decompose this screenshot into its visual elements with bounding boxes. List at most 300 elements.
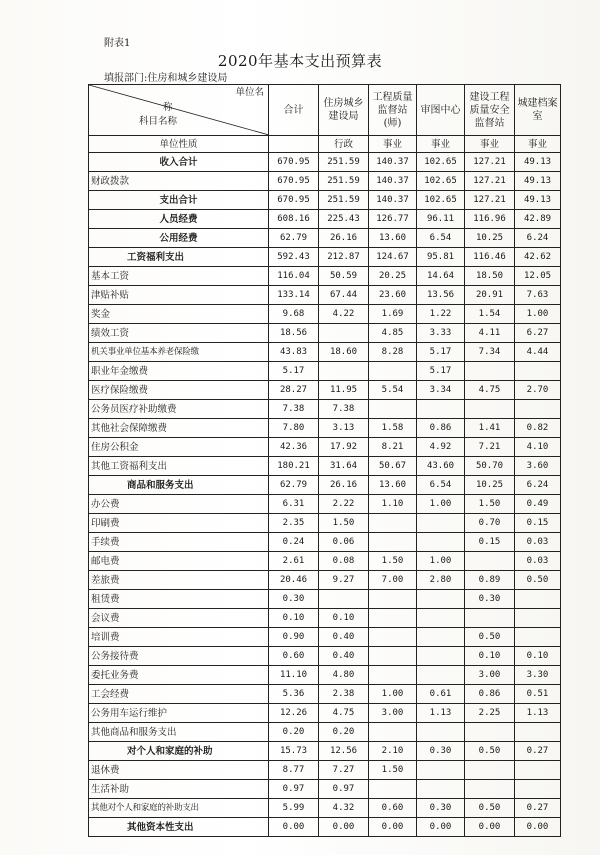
value-cell: 0.20 — [319, 723, 369, 742]
value-cell — [515, 723, 561, 742]
value-cell: 5.54 — [369, 381, 417, 400]
value-cell: 3.00 — [369, 704, 417, 723]
value-cell — [417, 514, 465, 533]
value-cell: 116.04 — [269, 267, 319, 286]
value-cell: 5.99 — [269, 799, 319, 818]
value-cell: 1.22 — [417, 305, 465, 324]
row-label: 退休费 — [89, 761, 269, 780]
value-cell: 5.36 — [269, 685, 319, 704]
row-label: 公务接待费 — [89, 647, 269, 666]
value-cell: 5.17 — [269, 362, 319, 381]
value-cell: 43.83 — [269, 343, 319, 362]
value-cell: 2.38 — [319, 685, 369, 704]
value-cell: 49.13 — [515, 153, 561, 172]
value-cell: 31.64 — [319, 457, 369, 476]
value-cell — [465, 400, 515, 419]
value-cell: 0.10 — [515, 647, 561, 666]
value-cell: 0.15 — [465, 533, 515, 552]
value-cell: 28.27 — [269, 381, 319, 400]
value-cell: 102.65 — [417, 153, 465, 172]
value-cell: 0.40 — [319, 628, 369, 647]
table-row — [89, 267, 561, 286]
value-cell: 20.91 — [465, 286, 515, 305]
table-row — [89, 248, 561, 267]
value-cell: 0.00 — [465, 818, 515, 837]
value-cell: 1.00 — [417, 552, 465, 571]
value-cell: 9.68 — [269, 305, 319, 324]
value-cell: 4.80 — [319, 666, 369, 685]
value-cell — [369, 609, 417, 628]
value-cell — [515, 400, 561, 419]
table-row — [89, 571, 561, 590]
table-row — [89, 666, 561, 685]
value-cell: 212.87 — [319, 248, 369, 267]
value-cell: 42.62 — [515, 248, 561, 267]
row-label: 培训费 — [89, 628, 269, 647]
value-cell: 0.10 — [319, 609, 369, 628]
value-cell: 133.14 — [269, 286, 319, 305]
value-cell: 15.73 — [269, 742, 319, 761]
value-cell: 0.30 — [417, 799, 465, 818]
row-label: 生活补助 — [89, 780, 269, 799]
value-cell: 4.11 — [465, 324, 515, 343]
value-cell: 13.56 — [417, 286, 465, 305]
row-label: 委托业务费 — [89, 666, 269, 685]
value-cell — [417, 609, 465, 628]
value-cell: 0.50 — [465, 742, 515, 761]
value-cell: 0.97 — [269, 780, 319, 799]
table-row — [89, 723, 561, 742]
table-row — [89, 628, 561, 647]
table-row — [89, 647, 561, 666]
column-header: 工程质量监督站(师) — [369, 85, 417, 136]
value-cell: 12.26 — [269, 704, 319, 723]
value-cell — [417, 400, 465, 419]
value-cell — [369, 533, 417, 552]
value-cell — [417, 723, 465, 742]
value-cell: 49.13 — [515, 172, 561, 191]
row-label: 其他社会保障缴费 — [89, 419, 269, 438]
reporting-unit: 填报部门:住房和城乡建设局 — [104, 73, 228, 84]
value-cell: 20.25 — [369, 267, 417, 286]
value-cell: 20.46 — [269, 571, 319, 590]
row-label: 津贴补贴 — [89, 286, 269, 305]
value-cell: 7.34 — [465, 343, 515, 362]
value-cell: 96.11 — [417, 210, 465, 229]
value-cell: 592.43 — [269, 248, 319, 267]
value-cell: 670.95 — [269, 172, 319, 191]
value-cell — [369, 723, 417, 742]
row-label: 会议费 — [89, 609, 269, 628]
corner-cell — [89, 85, 269, 136]
value-cell: 2.25 — [465, 704, 515, 723]
value-cell: 3.30 — [515, 666, 561, 685]
row-label: 公用经费 — [89, 229, 269, 248]
table-row — [89, 799, 561, 818]
value-cell — [369, 362, 417, 381]
value-cell: 0.51 — [515, 685, 561, 704]
value-cell: 225.43 — [319, 210, 369, 229]
value-cell — [465, 362, 515, 381]
table-row — [89, 210, 561, 229]
row-label: 单位性质 — [89, 136, 269, 153]
nature-cell: 事业 — [417, 136, 465, 153]
value-cell: 0.00 — [319, 818, 369, 837]
column-header: 城建档案室 — [515, 85, 561, 136]
value-cell: 7.00 — [369, 571, 417, 590]
value-cell: 42.36 — [269, 438, 319, 457]
value-cell: 4.92 — [417, 438, 465, 457]
value-cell: 0.50 — [465, 628, 515, 647]
value-cell: 0.49 — [515, 495, 561, 514]
table-row — [89, 514, 561, 533]
value-cell — [369, 647, 417, 666]
value-cell: 0.10 — [465, 647, 515, 666]
value-cell — [465, 552, 515, 571]
value-cell: 0.06 — [319, 533, 369, 552]
value-cell: 42.89 — [515, 210, 561, 229]
table-row — [89, 590, 561, 609]
value-cell: 251.59 — [319, 153, 369, 172]
corner-cheng-label: 称 — [163, 102, 173, 113]
value-cell: 95.81 — [417, 248, 465, 267]
row-label: 人员经费 — [89, 210, 269, 229]
value-cell: 1.00 — [515, 305, 561, 324]
table-row — [89, 400, 561, 419]
value-cell — [319, 362, 369, 381]
value-cell: 180.21 — [269, 457, 319, 476]
row-label: 其他工资福利支出 — [89, 457, 269, 476]
value-cell: 10.25 — [465, 229, 515, 248]
table-row — [89, 381, 561, 400]
value-cell: 127.21 — [465, 172, 515, 191]
value-cell — [417, 533, 465, 552]
row-label: 对个人和家庭的补助 — [89, 742, 269, 761]
value-cell: 0.08 — [319, 552, 369, 571]
table-row — [89, 533, 561, 552]
table-row — [89, 229, 561, 248]
value-cell: 6.24 — [515, 476, 561, 495]
value-cell: 6.27 — [515, 324, 561, 343]
value-cell: 4.44 — [515, 343, 561, 362]
value-cell: 5.17 — [417, 362, 465, 381]
value-cell: 0.00 — [417, 818, 465, 837]
nature-cell: 行政 — [319, 136, 369, 153]
row-label: 手续费 — [89, 533, 269, 552]
table-row — [89, 438, 561, 457]
value-cell: 49.13 — [515, 191, 561, 210]
value-cell — [417, 761, 465, 780]
table-row — [89, 609, 561, 628]
value-cell: 18.50 — [465, 267, 515, 286]
value-cell: 251.59 — [319, 191, 369, 210]
value-cell — [515, 628, 561, 647]
value-cell: 251.59 — [319, 172, 369, 191]
value-cell: 0.00 — [515, 818, 561, 837]
row-label: 机关事业单位基本养老保险缴 — [89, 343, 269, 362]
value-cell: 3.60 — [515, 457, 561, 476]
row-label: 邮电费 — [89, 552, 269, 571]
value-cell: 0.20 — [269, 723, 319, 742]
table-row — [89, 457, 561, 476]
value-cell: 14.64 — [417, 267, 465, 286]
corner-subject-label: 科目名称 — [139, 116, 178, 127]
value-cell — [417, 628, 465, 647]
table-row — [89, 761, 561, 780]
value-cell: 116.96 — [465, 210, 515, 229]
nature-cell: 事业 — [515, 136, 561, 153]
row-label: 其他资本性支出 — [89, 818, 269, 837]
value-cell: 12.56 — [319, 742, 369, 761]
table-row — [89, 685, 561, 704]
value-cell: 0.27 — [515, 799, 561, 818]
value-cell: 18.60 — [319, 343, 369, 362]
value-cell: 13.60 — [369, 476, 417, 495]
value-cell: 9.27 — [319, 571, 369, 590]
value-cell: 0.86 — [465, 685, 515, 704]
row-label: 财政拨款 — [89, 172, 269, 191]
value-cell: 1.69 — [369, 305, 417, 324]
value-cell: 0.30 — [465, 590, 515, 609]
row-label: 基本工资 — [89, 267, 269, 286]
value-cell — [515, 780, 561, 799]
value-cell: 2.10 — [369, 742, 417, 761]
row-label: 绩效工资 — [89, 324, 269, 343]
row-label: 差旅费 — [89, 571, 269, 590]
value-cell — [515, 609, 561, 628]
value-cell: 0.50 — [465, 799, 515, 818]
value-cell: 116.46 — [465, 248, 515, 267]
value-cell — [369, 514, 417, 533]
value-cell: 1.50 — [465, 495, 515, 514]
value-cell: 50.70 — [465, 457, 515, 476]
row-label: 职业年金缴费 — [89, 362, 269, 381]
value-cell: 670.95 — [269, 191, 319, 210]
row-label: 医疗保险缴费 — [89, 381, 269, 400]
value-cell: 1.54 — [465, 305, 515, 324]
value-cell: 0.24 — [269, 533, 319, 552]
value-cell: 10.25 — [465, 476, 515, 495]
table-row — [89, 742, 561, 761]
value-cell: 5.17 — [417, 343, 465, 362]
value-cell: 8.21 — [369, 438, 417, 457]
value-cell — [417, 666, 465, 685]
value-cell: 4.32 — [319, 799, 369, 818]
nature-cell: 事业 — [465, 136, 515, 153]
column-header: 审图中心 — [417, 85, 465, 136]
value-cell: 26.16 — [319, 229, 369, 248]
corner-unit-label: 单位名 — [235, 87, 264, 98]
value-cell: 11.95 — [319, 381, 369, 400]
value-cell: 6.54 — [417, 229, 465, 248]
value-cell: 140.37 — [369, 172, 417, 191]
value-cell: 50.59 — [319, 267, 369, 286]
value-cell: 7.80 — [269, 419, 319, 438]
value-cell: 0.82 — [515, 419, 561, 438]
value-cell: 6.54 — [417, 476, 465, 495]
value-cell: 0.00 — [269, 818, 319, 837]
value-cell: 50.67 — [369, 457, 417, 476]
row-label: 工会经费 — [89, 685, 269, 704]
row-label: 支出合计 — [89, 191, 269, 210]
value-cell: 1.41 — [465, 419, 515, 438]
value-cell: 67.44 — [319, 286, 369, 305]
value-cell: 140.37 — [369, 191, 417, 210]
row-label: 办公费 — [89, 495, 269, 514]
value-cell: 13.60 — [369, 229, 417, 248]
row-label: 印刷费 — [89, 514, 269, 533]
value-cell: 1.50 — [369, 552, 417, 571]
value-cell: 670.95 — [269, 153, 319, 172]
value-cell: 0.30 — [417, 742, 465, 761]
value-cell: 102.65 — [417, 172, 465, 191]
value-cell: 2.22 — [319, 495, 369, 514]
value-cell: 127.21 — [465, 153, 515, 172]
value-cell: 0.27 — [515, 742, 561, 761]
value-cell: 0.61 — [417, 685, 465, 704]
nature-cell — [269, 136, 319, 153]
value-cell: 26.16 — [319, 476, 369, 495]
value-cell: 127.21 — [465, 191, 515, 210]
value-cell: 7.38 — [269, 400, 319, 419]
value-cell: 1.10 — [369, 495, 417, 514]
value-cell: 7.38 — [319, 400, 369, 419]
value-cell — [417, 780, 465, 799]
row-label: 其他商品和服务支出 — [89, 723, 269, 742]
value-cell: 17.92 — [319, 438, 369, 457]
value-cell — [515, 590, 561, 609]
value-cell: 0.10 — [269, 609, 319, 628]
value-cell — [369, 628, 417, 647]
value-cell — [319, 590, 369, 609]
table-row — [89, 552, 561, 571]
row-label: 住房公积金 — [89, 438, 269, 457]
value-cell: 0.90 — [269, 628, 319, 647]
row-label: 工资福利支出 — [89, 248, 269, 267]
table-row — [89, 362, 561, 381]
table-row — [89, 704, 561, 723]
value-cell: 2.80 — [417, 571, 465, 590]
row-label: 公务员医疗补助缴费 — [89, 400, 269, 419]
value-cell: 23.60 — [369, 286, 417, 305]
row-label: 租赁费 — [89, 590, 269, 609]
value-cell: 6.31 — [269, 495, 319, 514]
value-cell — [417, 590, 465, 609]
value-cell: 6.24 — [515, 229, 561, 248]
value-cell: 62.79 — [269, 476, 319, 495]
table-row — [89, 343, 561, 362]
value-cell — [515, 761, 561, 780]
value-cell: 7.27 — [319, 761, 369, 780]
value-cell: 1.58 — [369, 419, 417, 438]
value-cell — [319, 324, 369, 343]
unit-nature-row — [89, 136, 561, 153]
value-cell: 18.56 — [269, 324, 319, 343]
value-cell: 0.89 — [465, 571, 515, 590]
table-row — [89, 476, 561, 495]
value-cell: 62.79 — [269, 229, 319, 248]
value-cell — [465, 761, 515, 780]
value-cell: 1.13 — [417, 704, 465, 723]
value-cell — [369, 666, 417, 685]
value-cell: 0.03 — [515, 533, 561, 552]
table-row — [89, 286, 561, 305]
value-cell: 4.75 — [465, 381, 515, 400]
table-row — [89, 495, 561, 514]
value-cell — [515, 362, 561, 381]
value-cell — [465, 723, 515, 742]
header-row — [89, 85, 561, 136]
value-cell: 0.30 — [269, 590, 319, 609]
value-cell: 3.13 — [319, 419, 369, 438]
value-cell: 0.50 — [515, 571, 561, 590]
column-header: 合计 — [269, 85, 319, 136]
value-cell: 4.22 — [319, 305, 369, 324]
table-row — [89, 818, 561, 837]
value-cell: 3.00 — [465, 666, 515, 685]
value-cell: 3.34 — [417, 381, 465, 400]
value-cell: 1.50 — [369, 761, 417, 780]
value-cell: 140.37 — [369, 153, 417, 172]
column-header: 住房城乡建设局 — [319, 85, 369, 136]
value-cell: 1.00 — [417, 495, 465, 514]
table-row — [89, 324, 561, 343]
row-label: 公务用车运行维护 — [89, 704, 269, 723]
value-cell: 0.00 — [369, 818, 417, 837]
row-label: 其他对个人和家庭的补助支出 — [89, 799, 269, 818]
value-cell: 8.28 — [369, 343, 417, 362]
column-header: 建设工程质量安全监督站 — [465, 85, 515, 136]
value-cell: 124.67 — [369, 248, 417, 267]
value-cell: 126.77 — [369, 210, 417, 229]
row-label: 商品和服务支出 — [89, 476, 269, 495]
value-cell: 102.65 — [417, 191, 465, 210]
value-cell: 2.61 — [269, 552, 319, 571]
page-title: 2020年基本支出预算表 — [217, 52, 383, 70]
value-cell: 7.21 — [465, 438, 515, 457]
value-cell: 8.77 — [269, 761, 319, 780]
value-cell — [417, 647, 465, 666]
nature-cell: 事业 — [369, 136, 417, 153]
value-cell: 0.03 — [515, 552, 561, 571]
value-cell: 7.63 — [515, 286, 561, 305]
value-cell — [369, 780, 417, 799]
row-label: 奖金 — [89, 305, 269, 324]
value-cell — [465, 780, 515, 799]
table-row — [89, 419, 561, 438]
value-cell: 0.70 — [465, 514, 515, 533]
value-cell: 11.10 — [269, 666, 319, 685]
value-cell — [369, 400, 417, 419]
value-cell: 1.00 — [369, 685, 417, 704]
value-cell: 0.15 — [515, 514, 561, 533]
value-cell: 0.40 — [319, 647, 369, 666]
table-row — [89, 172, 561, 191]
table-row — [89, 153, 561, 172]
value-cell: 0.60 — [369, 799, 417, 818]
value-cell: 0.60 — [269, 647, 319, 666]
value-cell — [369, 590, 417, 609]
value-cell: 0.86 — [417, 419, 465, 438]
row-label: 收入合计 — [89, 153, 269, 172]
table-row — [89, 191, 561, 210]
table-row — [89, 780, 561, 799]
value-cell: 1.13 — [515, 704, 561, 723]
appendix-label: 附表1 — [104, 38, 131, 49]
value-cell: 43.60 — [417, 457, 465, 476]
value-cell: 1.50 — [319, 514, 369, 533]
value-cell: 12.05 — [515, 267, 561, 286]
